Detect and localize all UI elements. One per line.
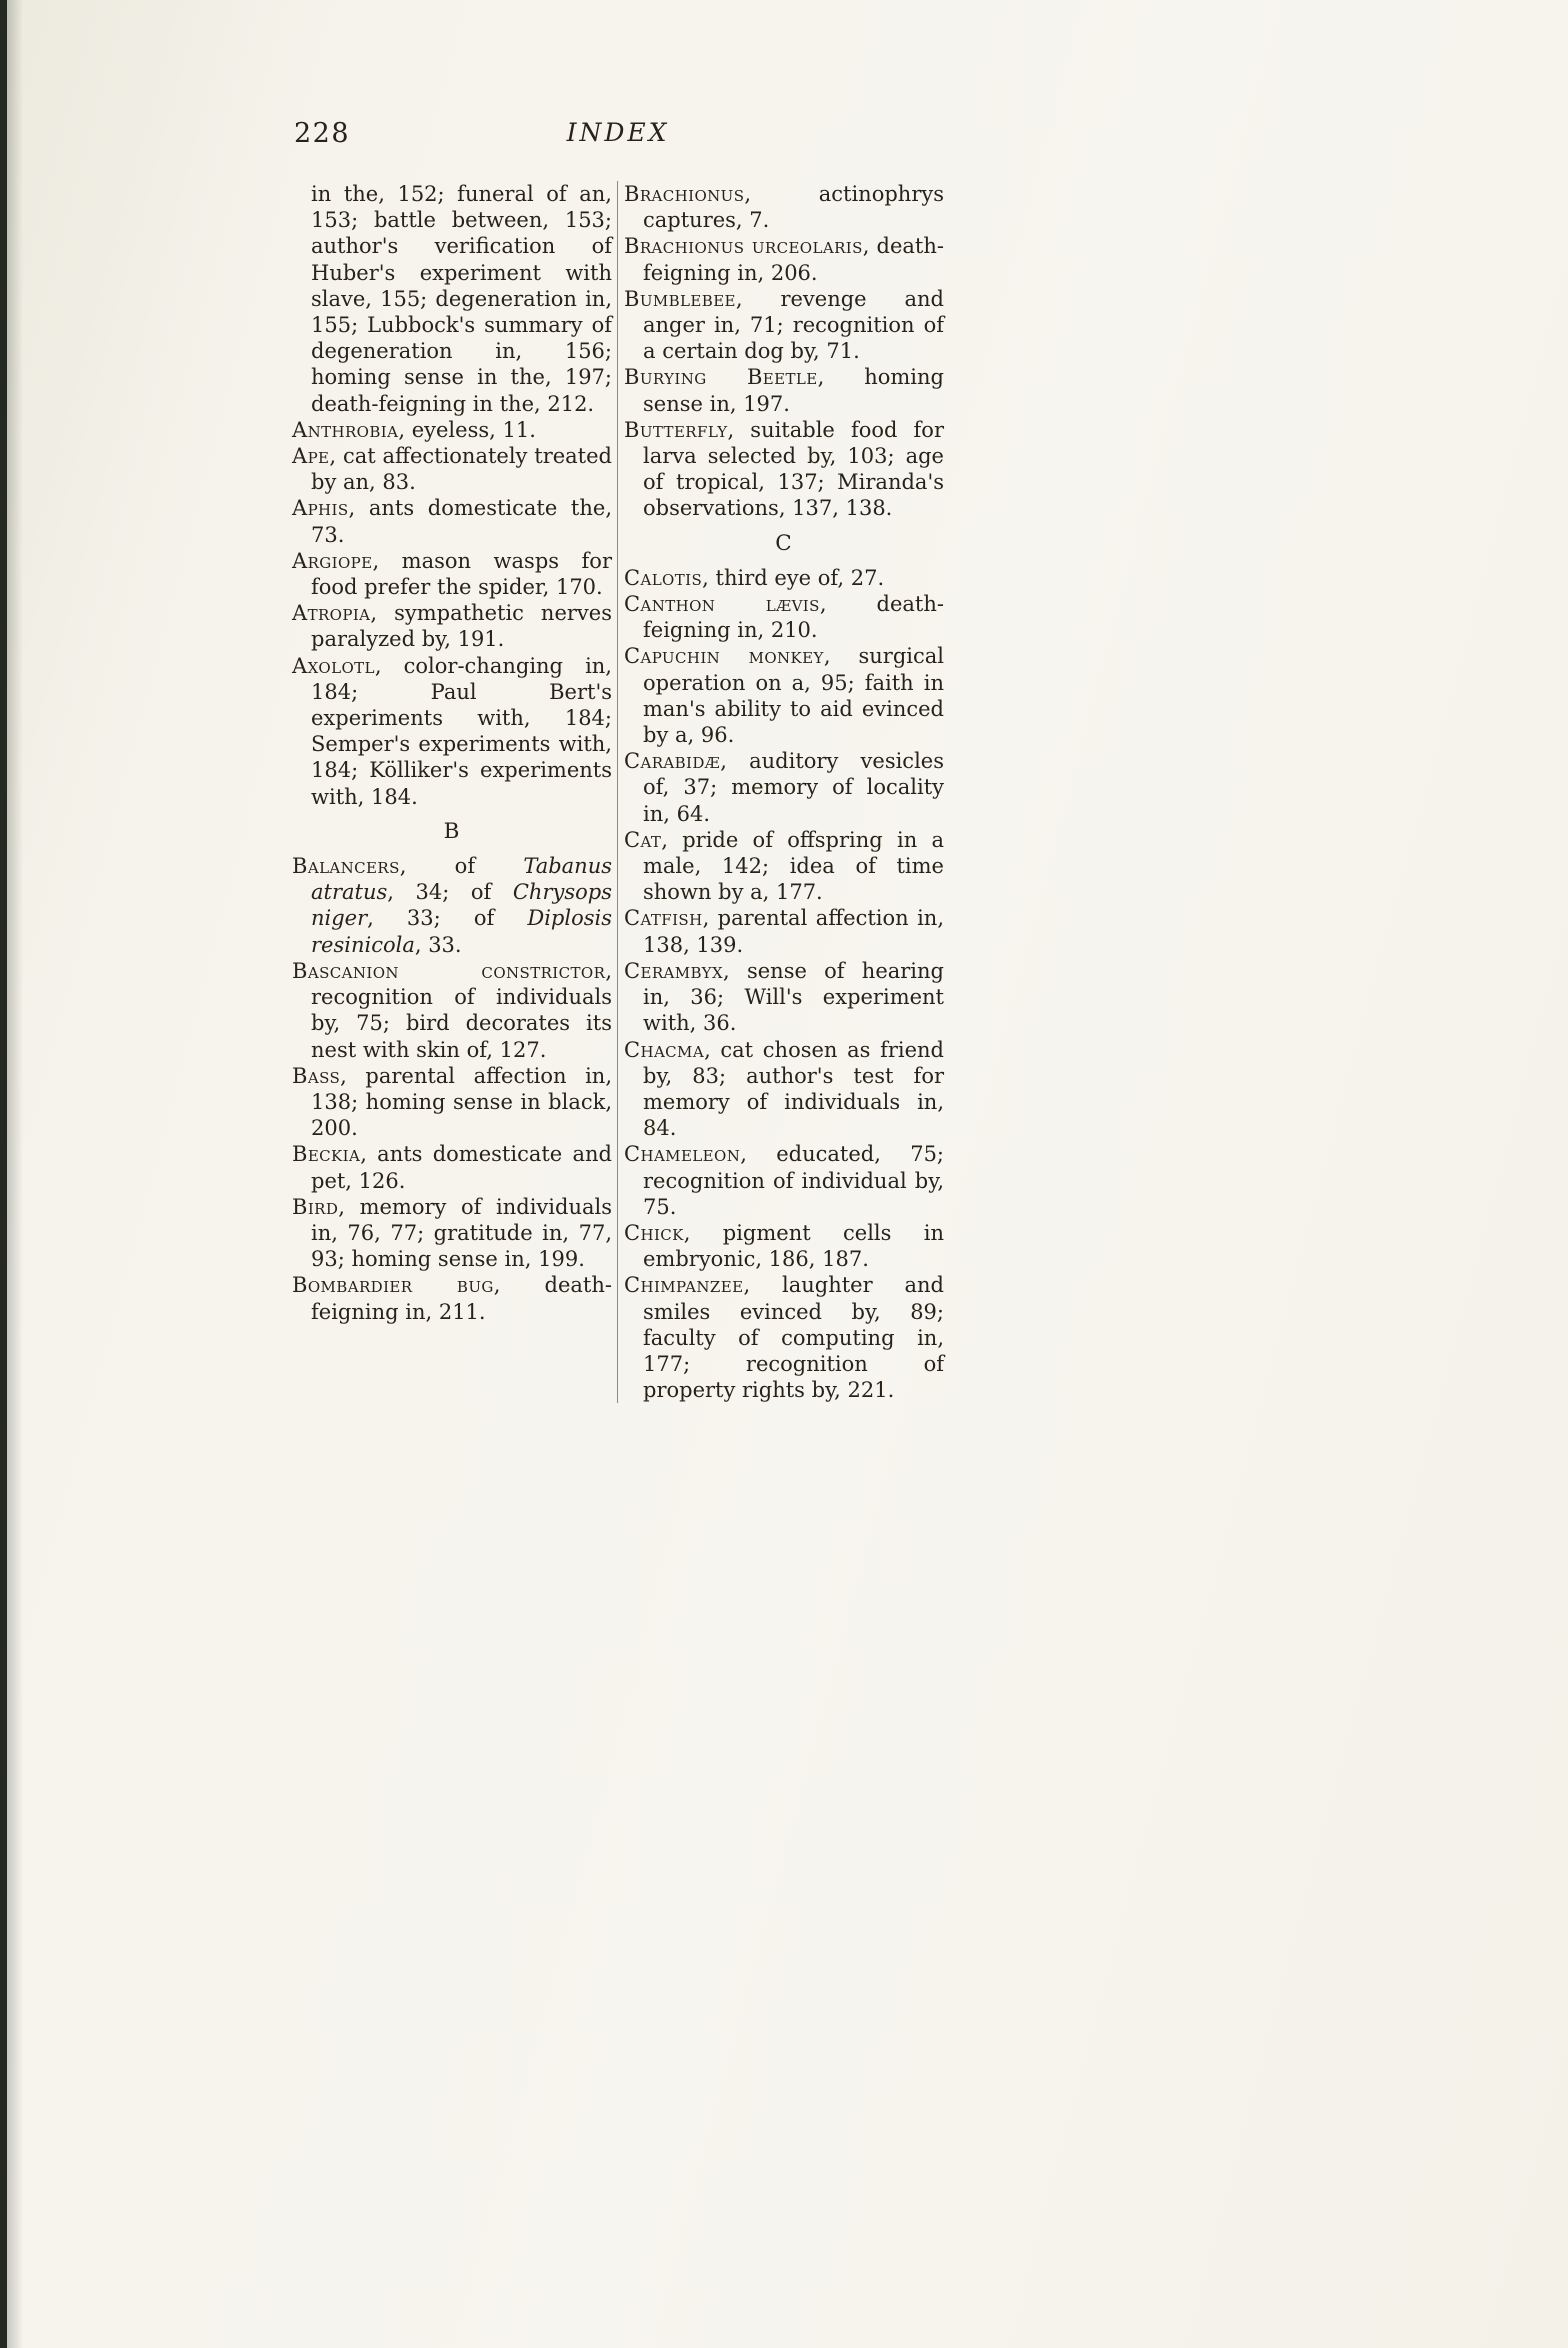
section-heading-b: B bbox=[443, 818, 461, 844]
index-term: Bombardier bug bbox=[292, 1273, 494, 1298]
page-number: 228 bbox=[294, 118, 351, 149]
index-entry-text: , parental affection in, 138; homing sense in black, 200. bbox=[311, 1063, 612, 1141]
index-entry bbox=[624, 233, 944, 285]
index-entry bbox=[624, 905, 944, 957]
index-entry-text: , pride of offspring in a male, 142; idea of time shown by a, 177. bbox=[643, 827, 944, 905]
index-entry-text: , laughter and smiles evinced by, 89; faculty of computing in, 177; recognition of property rights by, 221. bbox=[643, 1273, 944, 1403]
index-entry bbox=[624, 364, 944, 416]
index-term: Ape bbox=[292, 444, 330, 469]
index-entry bbox=[292, 443, 612, 495]
index-term: Balancers bbox=[292, 854, 400, 879]
index-entry bbox=[292, 958, 612, 1063]
index-entry-text: , homing sense in, 197. bbox=[643, 365, 944, 416]
index-entry bbox=[624, 748, 944, 827]
index-entry-text: , of bbox=[399, 854, 524, 879]
index-entry-text: , parental affection in, 138, 139. bbox=[643, 906, 944, 957]
species-name: Tabanus atratus bbox=[311, 854, 612, 905]
index-entry-text: , death-feigning in, 210. bbox=[643, 592, 944, 643]
index-entry-text: , ants domesticate and pet, 126. bbox=[311, 1142, 612, 1193]
index-entry-text: , 33; of bbox=[367, 906, 528, 931]
index-entry-text: , cat chosen as friend by, 83; author's test for memory of individuals in, 84. bbox=[643, 1037, 944, 1141]
index-entry-text: , 34; of bbox=[387, 880, 513, 905]
species-name: Diplosis resinicola bbox=[311, 906, 612, 957]
index-entry bbox=[624, 1220, 944, 1272]
index-term: Chick bbox=[624, 1220, 684, 1245]
index-entry-text: , pigment cells in embryonic, 186, 187. bbox=[643, 1220, 944, 1272]
index-term: Chimpanzee bbox=[624, 1273, 744, 1298]
section-heading-c: C bbox=[775, 530, 793, 556]
index-entry bbox=[624, 827, 944, 906]
index-entry-text: , cat affectionately treated by an, 83. bbox=[311, 444, 612, 495]
index-term: Brachionus urceolaris bbox=[624, 234, 863, 259]
index-term: Canthon lævis bbox=[624, 592, 820, 617]
index-entry-text: , death-feigning in, 211. bbox=[311, 1273, 612, 1324]
index-entry bbox=[292, 1141, 612, 1193]
index-entry bbox=[624, 1141, 944, 1220]
index-entry bbox=[624, 1037, 944, 1142]
index-entry-text: , sympathetic nerves paralyzed by, 191. bbox=[311, 601, 612, 652]
index-term: Carabidæ bbox=[624, 749, 721, 774]
left-column bbox=[292, 181, 612, 1403]
index-entry bbox=[292, 853, 612, 958]
scan-gutter-edge bbox=[0, 0, 7, 2348]
index-term: Butterfly bbox=[624, 417, 728, 442]
index-term: Anthrobia bbox=[292, 417, 399, 442]
index-entry-text: , third eye of, 27. bbox=[702, 565, 885, 590]
index-entry-continuation: in the, 152; funeral of an, 153; battle between, 153; author's verification of Huber's experiment with slave, 155; degeneration in, 155; Lubbock's summary of degeneration in, 156; homing sense in the, 197; death-feigning in the, 212. bbox=[311, 182, 612, 416]
index-term: Cerambyx bbox=[624, 958, 724, 983]
index-entry-text: , ants domesticate the, 73. bbox=[311, 496, 612, 547]
index-entry bbox=[292, 1063, 612, 1142]
index-term: Calotis bbox=[624, 565, 703, 590]
index-term: Bird bbox=[292, 1194, 339, 1219]
column-divider-rule bbox=[617, 181, 618, 1403]
index-entry-text: , actinophrys captures, 7. bbox=[643, 182, 944, 233]
index-term: Capuchin monkey bbox=[624, 644, 824, 669]
index-entry-text: , death-feigning in, 206. bbox=[643, 234, 944, 285]
index-term: Chameleon bbox=[624, 1142, 741, 1167]
index-term: Atropia bbox=[292, 601, 371, 626]
index-entry-text: , mason wasps for food prefer the spider, 170. bbox=[311, 548, 612, 600]
index-entry-text: , sense of hearing in, 36; Will's experiment with, 36. bbox=[643, 958, 944, 1036]
index-entry bbox=[292, 548, 612, 600]
running-title: INDEX bbox=[566, 118, 670, 147]
index-entry-text: , suitable food for larva selected by, 103; age of tropical, 137; Miranda's observations, 137, 138. bbox=[643, 417, 944, 521]
index-term: Cat bbox=[624, 827, 662, 852]
index-entry bbox=[624, 591, 944, 643]
index-term: Bass bbox=[292, 1063, 341, 1088]
species-name: Chrysops niger bbox=[311, 880, 612, 931]
index-term: Axolotl bbox=[292, 653, 375, 678]
index-columns bbox=[292, 181, 944, 1403]
index-term: Argiope bbox=[292, 548, 373, 573]
index-entry-text: , memory of individuals in, 76, 77; gratitude in, 77, 93; homing sense in, 199. bbox=[311, 1194, 612, 1272]
index-entry-text: , educated, 75; recognition of individual by, 75. bbox=[643, 1142, 944, 1219]
index-entry-text: , surgical operation on a, 95; faith in man's ability to aid evinced by a, 96. bbox=[643, 644, 944, 748]
index-entry bbox=[292, 1194, 612, 1273]
index-entry bbox=[624, 565, 944, 591]
index-entry-text: , 33. bbox=[414, 932, 462, 957]
index-entry bbox=[292, 417, 612, 443]
index-entry bbox=[624, 286, 944, 365]
index-entry bbox=[292, 1272, 612, 1324]
index-entry bbox=[292, 495, 612, 547]
index-term: Aphis bbox=[292, 496, 349, 521]
index-entry-text: , recognition of individuals by, 75; bird decorates its nest with skin of, 127. bbox=[311, 958, 612, 1062]
index-entry bbox=[292, 600, 612, 652]
index-entry-text: , color-changing in, 184; Paul Bert's experiments with, 184; Semper's experiments with, 184; Kölliker's experiments with, 184. bbox=[311, 653, 612, 809]
index-entry-text: , revenge and anger in, 71; recognition of a certain dog by, 71. bbox=[643, 286, 944, 364]
index-term: Catfish bbox=[624, 906, 703, 931]
index-term: Beckia bbox=[292, 1142, 361, 1167]
index-term: Chacma bbox=[624, 1037, 705, 1062]
right-column bbox=[624, 181, 944, 1403]
index-entry bbox=[624, 958, 944, 1037]
index-entry bbox=[624, 181, 944, 233]
index-entry-text: , eyeless, 11. bbox=[398, 417, 536, 442]
index-term: Burying Beetle bbox=[624, 365, 818, 390]
index-term: Bascanion constrictor bbox=[292, 958, 606, 983]
index-entry bbox=[292, 653, 612, 810]
index-term: Brachionus bbox=[624, 182, 745, 206]
scan-gutter-shadow bbox=[7, 0, 23, 2348]
index-entry bbox=[624, 417, 944, 522]
page-header bbox=[292, 116, 944, 152]
index-term: Bumblebee bbox=[624, 286, 736, 311]
index-entry bbox=[624, 643, 944, 748]
index-entry-text: , auditory vesicles of, 37; memory of locality in, 64. bbox=[643, 749, 944, 826]
index-entry bbox=[624, 1272, 944, 1403]
